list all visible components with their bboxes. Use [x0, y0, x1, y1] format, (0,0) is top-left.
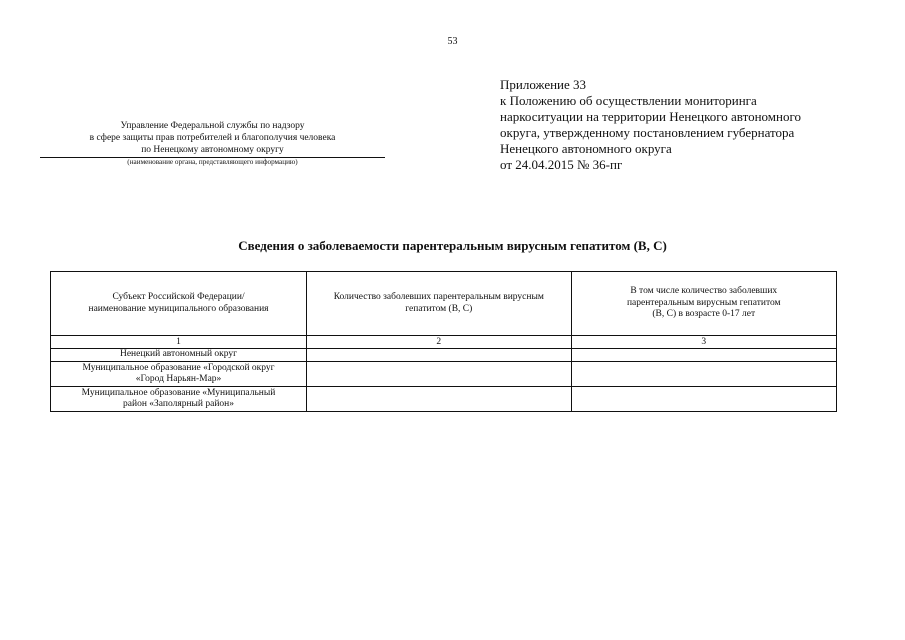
- table-row: [51, 362, 837, 387]
- header-text-line: парентеральным вирусным гепатитом: [626, 297, 781, 308]
- table-header-row: [51, 272, 837, 336]
- organization-line: Управление Федеральной службы по надзору: [120, 121, 305, 131]
- organization-caption: (наименование органа, представляющего информацию): [127, 158, 298, 166]
- header-text-line: Субъект Российской Федерации/: [112, 292, 245, 302]
- header-text-line: В том числе количество заболевших: [630, 286, 778, 297]
- document-title: Сведения о заболеваемости парентеральным вирусным гепатитом (В, С): [238, 238, 667, 253]
- appendix-line: наркоситуации на территории Ненецкого автономного: [500, 109, 801, 124]
- header-text-line: гепатитом (В, С): [405, 303, 473, 314]
- header-text-line: Количество заболевших парентеральным вирусным: [333, 292, 544, 302]
- row-child-cell: [571, 349, 836, 362]
- appendix-line: Приложение 33: [500, 77, 587, 92]
- row-subject-cell: [51, 387, 307, 412]
- row-child-cell: [571, 362, 836, 387]
- row-subject-cell: [51, 362, 307, 387]
- page-number: 53: [447, 36, 458, 47]
- row-total-cell: [307, 362, 571, 387]
- header-subject: [51, 272, 307, 336]
- table-row: [51, 387, 837, 412]
- row-total-cell: [307, 349, 571, 362]
- appendix-line: Ненецкого автономного округа: [500, 141, 672, 156]
- column-number-row: [51, 336, 837, 349]
- row-total-cell: [307, 387, 571, 412]
- report-table: [50, 271, 837, 412]
- organization-line: в сфере защиты прав потребителей и благополучия человека: [89, 133, 336, 143]
- row-subject-line: Муниципальное образование «Муниципальный: [81, 387, 276, 398]
- appendix-line: от 24.04.2015 № 36-пг: [500, 157, 623, 172]
- organization-line: по Ненецкому автономному округу: [141, 145, 284, 155]
- row-subject-cell: [51, 349, 307, 362]
- row-child-cell: [571, 387, 836, 412]
- organization-block: [40, 120, 385, 167]
- row-subject-line: Ненецкий автономный округ: [119, 349, 238, 360]
- appendix-line: к Положению об осуществлении мониторинга: [500, 93, 757, 108]
- table-row: [51, 349, 837, 362]
- row-subject-line: район «Заполярный район»: [123, 399, 235, 409]
- header-text-line: (В, С) в возрасте 0-17 лет: [652, 309, 756, 320]
- column-number: 1: [51, 336, 307, 349]
- row-subject-line: «Город Нарьян-Мар»: [135, 374, 222, 384]
- header-text-line: наименование муниципального образования: [88, 303, 269, 314]
- column-number: 3: [571, 336, 836, 349]
- appendix-block: [500, 77, 880, 173]
- row-subject-line: Муниципальное образование «Городской округ: [82, 362, 275, 373]
- header-total-cases: [307, 272, 571, 336]
- appendix-line: округа, утвержденному постановлением губернатора: [500, 125, 795, 140]
- column-number: 2: [307, 336, 571, 349]
- header-cases-0-17: [571, 272, 836, 336]
